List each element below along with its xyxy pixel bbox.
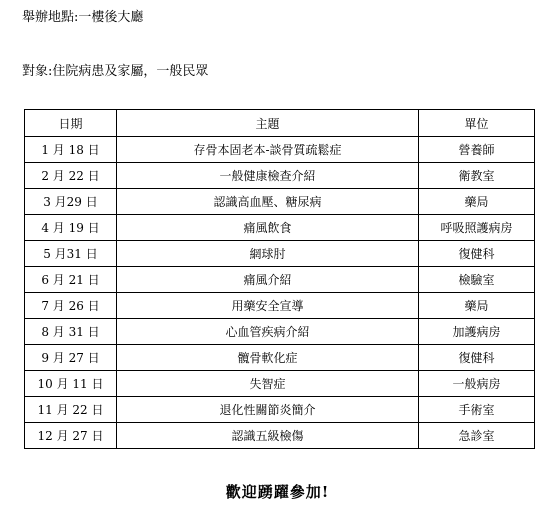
header-unit: 單位 bbox=[419, 110, 535, 137]
row-topic: 認識高血壓、糖尿病 bbox=[117, 189, 419, 215]
schedule-table bbox=[24, 109, 535, 449]
row-topic: 用藥安全宣導 bbox=[117, 293, 419, 319]
row-unit: 復健科 bbox=[419, 345, 535, 371]
row-date: 4 月 19 日 bbox=[25, 215, 117, 241]
table-row bbox=[25, 189, 535, 215]
row-unit: 一般病房 bbox=[419, 371, 535, 397]
row-date: 7 月 26 日 bbox=[25, 293, 117, 319]
table-row bbox=[25, 345, 535, 371]
row-topic: 一般健康檢查介紹 bbox=[117, 163, 419, 189]
table-row bbox=[25, 319, 535, 345]
row-unit: 復健科 bbox=[419, 241, 535, 267]
row-date: 5 月31 日 bbox=[25, 241, 117, 267]
row-topic: 退化性關節炎簡介 bbox=[117, 397, 419, 423]
row-unit: 檢驗室 bbox=[419, 267, 535, 293]
row-unit: 藥局 bbox=[419, 293, 535, 319]
row-topic: 心血管疾病介紹 bbox=[117, 319, 419, 345]
row-unit: 營養師 bbox=[419, 137, 535, 163]
row-topic: 網球肘 bbox=[117, 241, 419, 267]
table-row bbox=[25, 423, 535, 449]
table-row bbox=[25, 293, 535, 319]
row-date: 11 月 22 日 bbox=[25, 397, 117, 423]
row-date: 9 月 27 日 bbox=[25, 345, 117, 371]
table-row bbox=[25, 215, 535, 241]
row-topic: 痛風飲食 bbox=[117, 215, 419, 241]
table-row bbox=[25, 397, 535, 423]
row-topic: 髖骨軟化症 bbox=[117, 345, 419, 371]
row-date: 12 月 27 日 bbox=[25, 423, 117, 449]
row-date: 3 月29 日 bbox=[25, 189, 117, 215]
row-unit: 手術室 bbox=[419, 397, 535, 423]
row-topic: 存骨本固老本-談骨質疏鬆症 bbox=[117, 137, 419, 163]
row-unit: 急診室 bbox=[419, 423, 535, 449]
row-date: 1 月 18 日 bbox=[25, 137, 117, 163]
table-row bbox=[25, 137, 535, 163]
row-unit: 衛教室 bbox=[419, 163, 535, 189]
header-date: 日期 bbox=[25, 110, 117, 137]
venue-line: 舉辦地點:一樓後大廳 bbox=[22, 10, 144, 25]
closing-message: 歡迎踴躍參加! bbox=[225, 483, 330, 501]
row-topic: 失智症 bbox=[117, 371, 419, 397]
row-unit: 呼吸照護病房 bbox=[419, 215, 535, 241]
row-date: 10 月 11 日 bbox=[25, 371, 117, 397]
row-date: 2 月 22 日 bbox=[25, 163, 117, 189]
table-row bbox=[25, 163, 535, 189]
row-unit: 加護病房 bbox=[419, 319, 535, 345]
row-topic: 認識五級檢傷 bbox=[117, 423, 419, 449]
row-unit: 藥局 bbox=[419, 189, 535, 215]
table-row bbox=[25, 371, 535, 397]
header-topic: 主題 bbox=[117, 110, 419, 137]
table-row bbox=[25, 241, 535, 267]
row-date: 8 月 31 日 bbox=[25, 319, 117, 345]
table-row bbox=[25, 267, 535, 293]
row-date: 6 月 21 日 bbox=[25, 267, 117, 293]
audience-line: 對象:住院病患及家屬，一般民眾 bbox=[22, 64, 209, 79]
row-topic: 痛風介紹 bbox=[117, 267, 419, 293]
table-header-row bbox=[25, 110, 535, 137]
